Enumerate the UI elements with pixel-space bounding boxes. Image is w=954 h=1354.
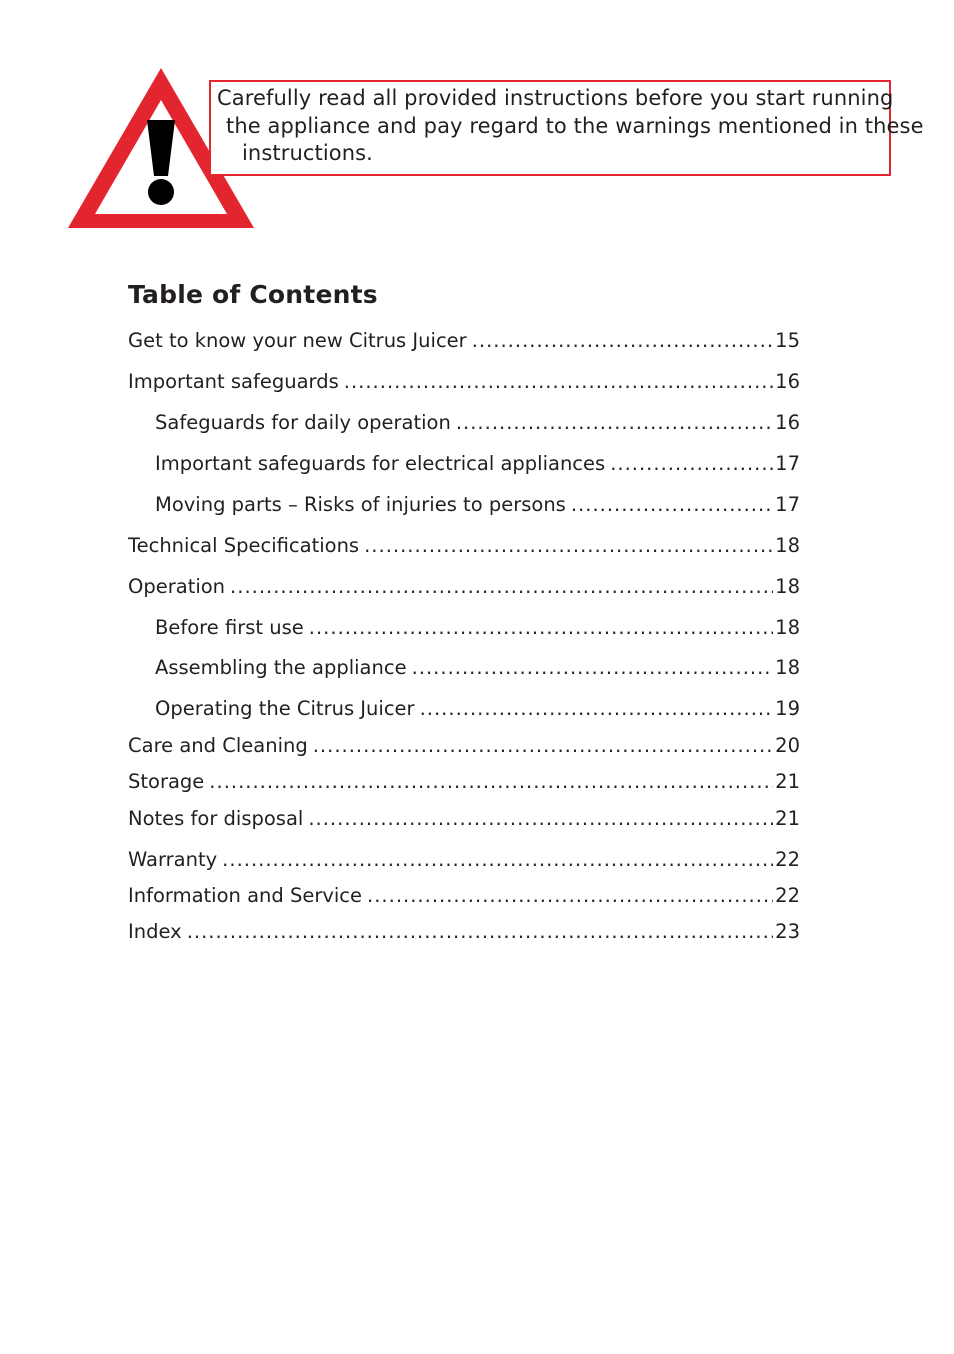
toc-entry-label: Important safeguards for electrical appliances (155, 452, 606, 475)
toc-dot-leader (222, 846, 773, 874)
toc-entry[interactable] (155, 491, 800, 519)
toc-entry-page: 20 (775, 734, 800, 757)
toc-entry[interactable] (128, 327, 800, 355)
toc-entry[interactable] (128, 882, 800, 910)
toc-entry[interactable] (155, 450, 800, 478)
toc-entry-label: Information and Service (128, 884, 363, 907)
warning-notice-text (217, 85, 924, 168)
toc-entry[interactable] (128, 846, 800, 874)
toc-entry-label: Care and Cleaning (128, 734, 308, 757)
toc-entry-page: 21 (775, 807, 800, 830)
toc-dot-leader (230, 573, 773, 601)
toc-entry[interactable] (155, 695, 800, 723)
toc-entry-label: Important safeguards (128, 370, 339, 393)
toc-dot-leader (313, 732, 773, 760)
toc-dot-leader (309, 614, 773, 642)
toc-entry-label: Warranty (128, 848, 218, 871)
toc-entry-label: Storage (128, 770, 205, 793)
toc-entry-label: Index (128, 920, 182, 943)
toc-entry-page: 18 (775, 575, 800, 598)
toc-entry[interactable] (128, 805, 800, 833)
toc-entry-page: 23 (775, 920, 800, 943)
toc-entry[interactable] (155, 614, 800, 642)
toc-entry[interactable] (155, 409, 800, 437)
toc-entry[interactable] (128, 918, 800, 946)
toc-dot-leader (209, 768, 773, 796)
toc-title: Table of Contents (128, 280, 378, 309)
toc-entry-label: Safeguards for daily operation (155, 411, 451, 434)
toc-dot-leader (364, 532, 773, 560)
toc-entry-page: 21 (775, 770, 800, 793)
toc-entry[interactable] (128, 732, 800, 760)
toc-dot-leader (412, 654, 774, 682)
toc-entry-page: 16 (775, 370, 800, 393)
toc-dot-leader (308, 805, 773, 833)
toc-entry-label: Before first use (155, 616, 304, 639)
toc-entry-label: Operating the Citrus Juicer (155, 697, 415, 720)
toc-dot-leader (367, 882, 773, 910)
toc-entry[interactable] (128, 368, 800, 396)
toc-entry-page: 18 (775, 534, 800, 557)
warning-line: the appliance and pay regard to the warnings mentioned in these (226, 113, 924, 138)
toc-dot-leader (187, 918, 773, 946)
toc-entry-page: 18 (775, 616, 800, 639)
toc-dot-leader (456, 409, 773, 437)
toc-entry[interactable] (128, 532, 800, 560)
toc-entry-page: 15 (775, 329, 800, 352)
toc-entry-label: Moving parts – Risks of injuries to persons (155, 493, 566, 516)
toc-entry-page: 18 (775, 656, 800, 679)
toc-dot-leader (610, 450, 773, 478)
toc-dot-leader (420, 695, 774, 723)
toc-dot-leader (344, 368, 773, 396)
toc-entry[interactable] (128, 768, 800, 796)
toc-entry-page: 17 (775, 452, 800, 475)
toc-entry-label: Get to know your new Citrus Juicer (128, 329, 467, 352)
toc-entry-label: Technical Specifications (128, 534, 360, 557)
toc-entry-label: Notes for disposal (128, 807, 304, 830)
toc-entry[interactable] (155, 654, 800, 682)
toc-entry-label: Assembling the appliance (155, 656, 407, 679)
toc-entry-page: 16 (775, 411, 800, 434)
toc-entry-label: Operation (128, 575, 226, 598)
warning-line: Carefully read all provided instructions before you start running (217, 86, 894, 110)
toc-entry-page: 22 (775, 848, 800, 871)
toc-entry-page: 17 (775, 493, 800, 516)
warning-line: instructions. (242, 141, 373, 165)
toc-dot-leader (472, 327, 773, 355)
toc-entry-page: 19 (775, 697, 800, 720)
toc-entry[interactable] (128, 573, 800, 601)
toc-entry-page: 22 (775, 884, 800, 907)
toc-dot-leader (571, 491, 773, 519)
